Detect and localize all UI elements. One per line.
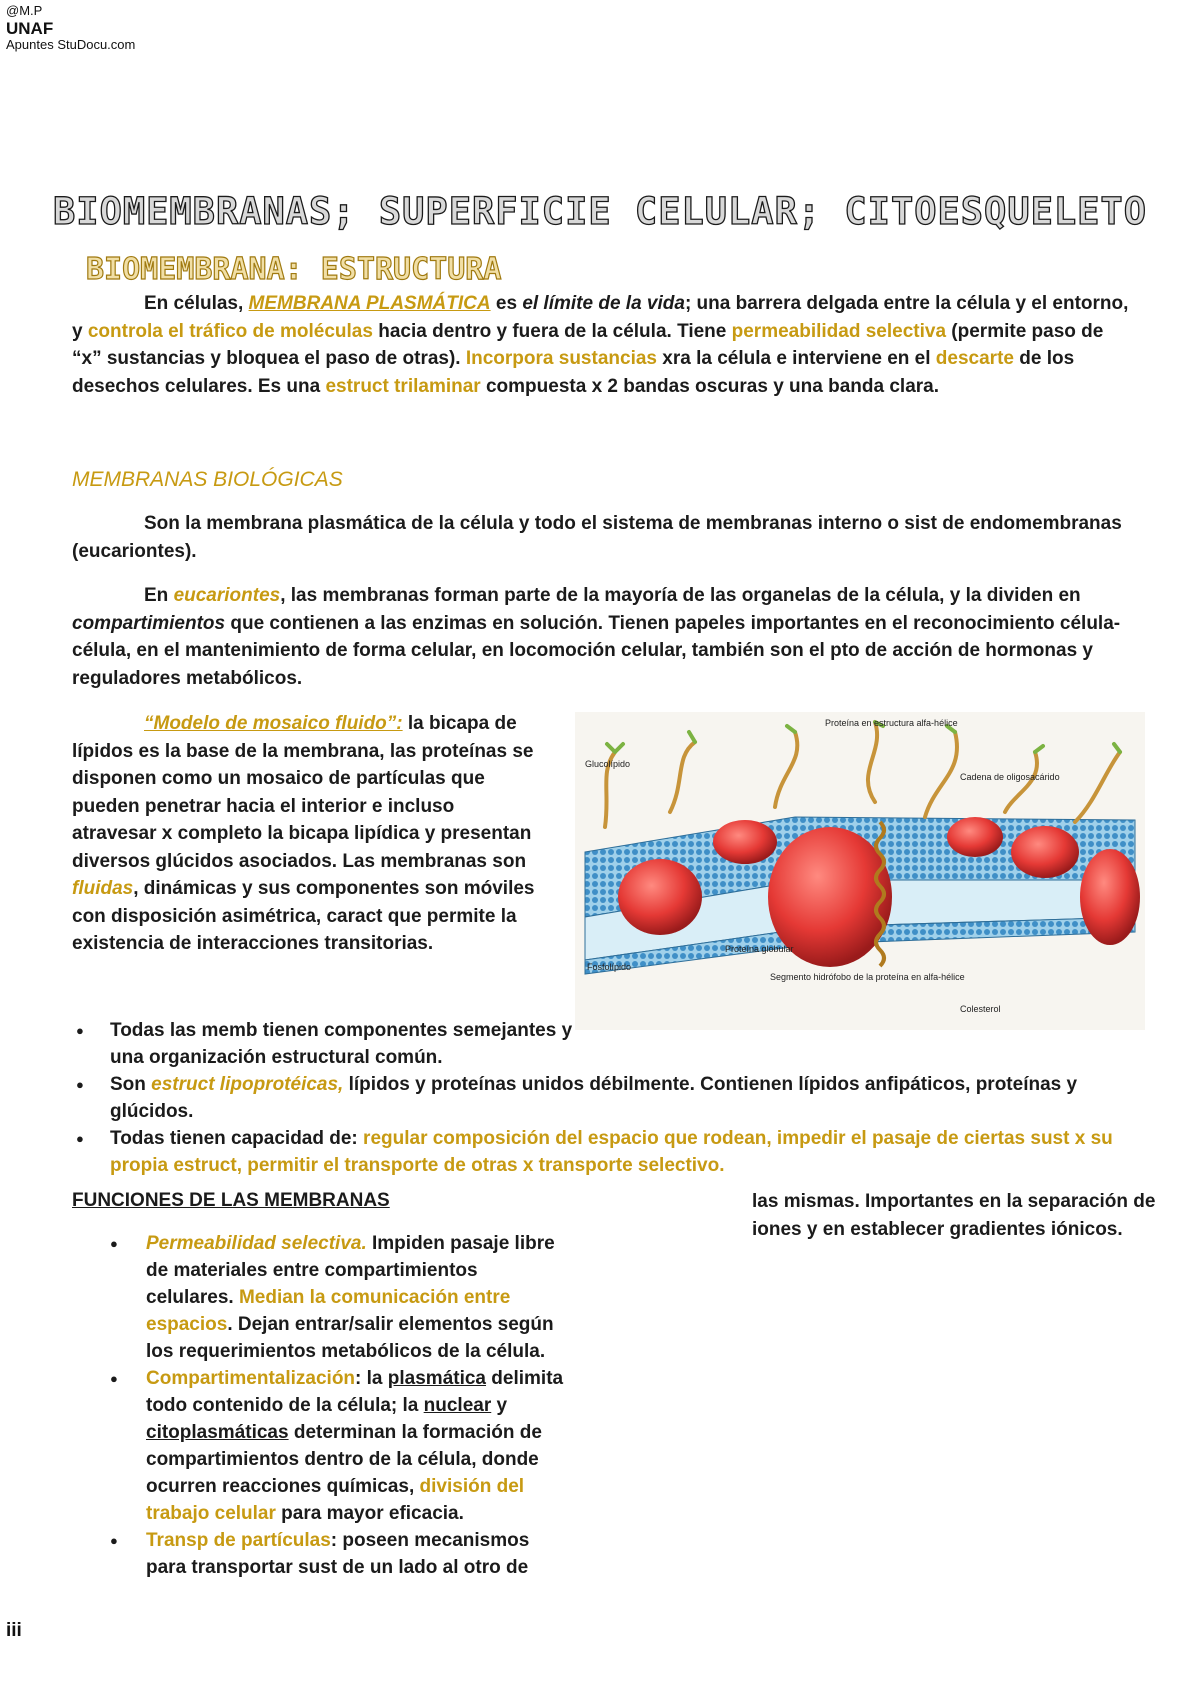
source-label: Apuntes StuDocu.com bbox=[6, 37, 136, 53]
peripheral-protein bbox=[947, 817, 1003, 857]
paragraph-biological-membranes: Son la membrana plasmática de la célula y todo el sistema de membranas interno o sist de endomembranas (eucariontes). bbox=[72, 513, 1122, 562]
label-cadena-oligosacarido: Cadena de oligosacárido bbox=[960, 772, 1060, 782]
membrane-properties-list bbox=[72, 1017, 1132, 1179]
label-proteina-alfa: Proteína en estructura alfa-hélice bbox=[825, 718, 958, 728]
section-heading-biological-membranes: MEMBRANAS BIOLÓGICAS bbox=[72, 468, 343, 491]
list-item: ● Todas las memb tienen componentes semejantes y una organización estructural común. bbox=[72, 1017, 580, 1071]
functions-continuation: las mismas. Importantes en la separación de iones y en establecer gradientes iónicos. bbox=[752, 1191, 1156, 1240]
page-title: BIOMEMBRANAS; SUPERFICIE CELULAR; CITOESQUELETO bbox=[53, 190, 1147, 233]
section-heading-structure: BIOMEMBRANA: ESTRUCTURA bbox=[86, 252, 502, 287]
peripheral-protein bbox=[713, 820, 777, 864]
page-footer-mark: iii bbox=[6, 1620, 22, 1641]
fluid-mosaic-figure bbox=[575, 712, 1145, 1030]
peripheral-protein bbox=[1011, 826, 1079, 878]
page-header bbox=[6, 4, 135, 53]
list-item: ● Permeabilidad selectiva. Impiden pasaje libre de materiales entre compartimientos celulares. Median la comunicación entre espacios. Dejan entrar/salir elementos según los requerimientos metabólicos de la célula. bbox=[146, 1230, 566, 1365]
functions-heading: FUNCIONES DE LAS MEMBRANAS bbox=[72, 1190, 390, 1211]
membrane-illustration bbox=[575, 712, 1145, 1030]
author-tag: @M.P bbox=[6, 3, 43, 18]
term-membrana-plasmatica: MEMBRANA PLASMÁTICA bbox=[248, 293, 491, 314]
university-label: UNAF bbox=[6, 18, 54, 38]
label-segmento-hidrofobo: Segmento hidrófobo de la proteína en alfa-hélice bbox=[770, 972, 965, 982]
paragraph-eukaryotes: En eucariontes, las membranas forman parte de la mayoría de las organelas de la célula, y la dividen en compartimientos que contienen a las enzimas en solución. Tienen papeles importantes en el reconocimiento célula-célula, en el mantenimiento de forma celular, en locomoción celular, también son el pto de acción de hormonas y reguladores metabólicos. bbox=[72, 585, 1121, 689]
paragraph-plasma-membrane: En células, MEMBRANA PLASMÁTICA es el límite de la vida; una barrera delgada entre la célula y el entorno, y controla el tráfico de moléculas hacia dentro y fuera de la célula. Tiene permeabilidad selectiva (permite paso de “x” sustancias y bloquea el paso de otras). Incorpora sustancias xra la célula e interviene en el descarte de los desechos celulares. Es una estruct trilaminar compuesta x 2 bandas oscuras y una banda clara. bbox=[72, 293, 1129, 397]
list-item: ● Transp de partículas: poseen mecanismos para transportar sust de un lado al otro de bbox=[146, 1527, 566, 1581]
integral-protein bbox=[1080, 849, 1140, 945]
functions-list bbox=[146, 1230, 566, 1581]
list-item: ● Son estruct lipoprotéicas, lípidos y proteínas unidos débilmente. Contienen lípidos anfipáticos, proteínas y glúcidos. bbox=[72, 1071, 1132, 1125]
label-proteina-globular: Proteína globular bbox=[725, 944, 794, 954]
list-item: ● Compartimentalización: la plasmática delimita todo contenido de la célula; la nuclear y citoplasmáticas determinan la formación de compartimientos dentro de la célula, donde ocurren reacciones químicas, división del trabajo celular para mayor eficacia. bbox=[146, 1365, 566, 1527]
globular-protein bbox=[618, 859, 702, 935]
paragraph-fluid-mosaic: “Modelo de mosaico fluido”: la bicapa de lípidos es la base de la membrana, las proteínas se disponen como un mosaico de partículas que pueden penetrar hacia el interior e incluso atravesar x completo la bicapa lipídica y presentan diversos glúcidos asociados. Las membranas son fluidas, dinámicas y sus componentes son móviles con disposición asimétrica, caract que permite la existencia de interacciones transitorias. bbox=[72, 713, 535, 954]
list-item: ● Todas tienen capacidad de: regular composición del espacio que rodean, impedir el pasaje de ciertas sust x su propia estruct, permitir el transporte de otras x transporte selectivo. bbox=[72, 1125, 1132, 1179]
label-glucolipido: Glucolípido bbox=[585, 759, 631, 769]
label-colesterol: Colesterol bbox=[960, 1004, 1001, 1014]
label-fosfolipido: Fosfolípido bbox=[587, 962, 632, 972]
